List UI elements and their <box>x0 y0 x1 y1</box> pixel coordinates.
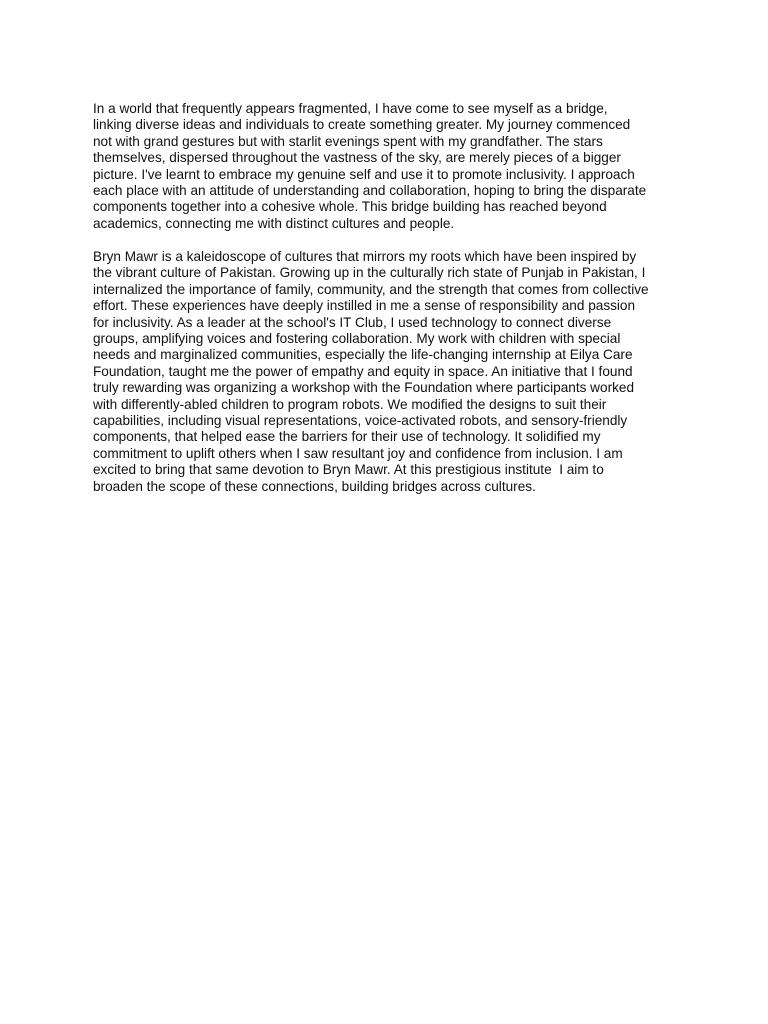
text-line: with differently-abled children to program robots. We modified the designs to suit their <box>93 396 607 412</box>
text-line: components together into a cohesive whole. This bridge building has reached beyond <box>93 199 607 215</box>
text-line: each place with an attitude of understanding and collaboration, hoping to bring the disparate <box>93 183 647 199</box>
text-line: not with grand gestures but with starlit evenings spent with my grandfather. The stars <box>93 133 603 149</box>
text-line: truly rewarding was organizing a workshop with the Foundation where participants worked <box>93 380 635 396</box>
text-line: picture. I've learnt to embrace my genuine self and use it to promote inclusivity. I approach <box>93 166 635 182</box>
text-line: the vibrant culture of Pakistan. Growing up in the culturally rich state of Punjab in Pakistan, I <box>93 265 646 281</box>
text-line: linking diverse ideas and individuals to create something greater. My journey commenced <box>93 117 631 133</box>
text-line: capabilities, including visual representations, voice-activated robots, and sensory-friendly <box>93 413 628 429</box>
text-line: effort. These experiences have deeply instilled in me a sense of responsibility and passion <box>93 298 636 314</box>
paragraph-2 <box>93 249 649 495</box>
text-line: commitment to uplift others when I saw resultant joy and confidence from inclusion. I am <box>93 445 623 461</box>
text-line: themselves, dispersed throughout the vastness of the sky, are merely pieces of a bigger <box>93 150 621 166</box>
text-line: Bryn Mawr is a kaleidoscope of cultures that mirrors my roots which have been inspired by <box>93 249 637 264</box>
text-line: groups, amplifying voices and fostering collaboration. My work with children with special <box>93 331 621 347</box>
text-line: components, that helped ease the barriers for their use of technology. It solidified my <box>93 429 601 445</box>
paragraph-1 <box>93 101 683 232</box>
text-line: excited to bring that same devotion to Bryn Mawr. At this prestigious institute I aim to <box>93 462 604 478</box>
text-line: needs and marginalized communities, especially the life-changing internship at Eilya Care <box>93 347 633 363</box>
text-line: Foundation, taught me the power of empathy and equity in space. An initiative that I found <box>93 363 633 379</box>
essay-body <box>93 101 683 494</box>
text-line: for inclusivity. As a leader at the school's IT Club, I used technology to connect diverse <box>93 314 612 330</box>
text-line: broaden the scope of these connections, building bridges across cultures. <box>93 478 536 494</box>
text-line: academics, connecting me with distinct cultures and people. <box>93 215 455 231</box>
text-line: internalized the importance of family, community, and the strength that comes from collective <box>93 281 649 297</box>
text-line: In a world that frequently appears fragmented, I have come to see myself as a bridge, <box>93 101 608 116</box>
